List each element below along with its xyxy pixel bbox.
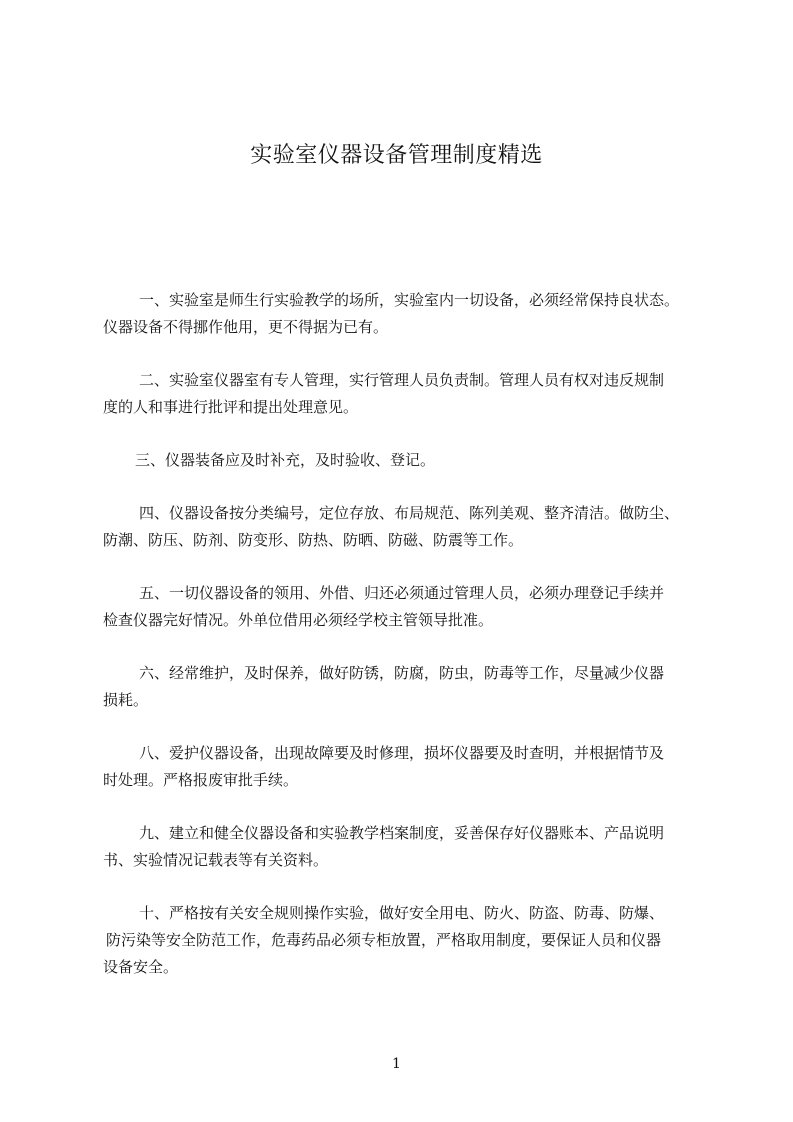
document-title: 实验室仪器设备管理制度精选 — [250, 143, 543, 168]
clause-8 — [103, 740, 703, 794]
clause-3 — [103, 447, 703, 474]
clause-line: 六、经常维护，及时保养，做好防锈，防腐，防虫，防毒等工作，尽量减少仪器 — [139, 664, 665, 682]
clause-line: 九、建立和健全仪器设备和实验教学档案制度，妥善保存好仪器账本、产品说明 — [139, 824, 665, 842]
clause-9 — [103, 820, 703, 874]
clause-line: 四、仪器设备按分类编号，定位存放、布局规范、陈列美观、整齐清洁。做防尘、 — [139, 504, 680, 522]
clause-line: 二、实验室仪器室有专人管理，实行管理人员负责制。管理人员有权对违反规制 — [139, 371, 665, 389]
page-number: 1 — [392, 1056, 401, 1072]
clause-line: 损耗。 — [103, 691, 149, 709]
clause-1 — [103, 287, 703, 341]
clause-line: 检查仪器完好情况。外单位借用必须经学校主管领导批准。 — [103, 611, 494, 629]
clause-10 — [103, 900, 703, 981]
clause-4 — [103, 500, 703, 554]
clause-line: 三、仪器装备应及时补充，及时验收、登记。 — [135, 451, 436, 469]
clause-line: 仪器设备不得挪作他用，更不得据为已有。 — [103, 318, 389, 336]
clause-line: 时处理。严格报废审批手续。 — [103, 771, 299, 789]
clause-line: 度的人和事进行批评和提出处理意见。 — [103, 398, 359, 416]
clause-6 — [103, 660, 703, 714]
clause-2 — [103, 367, 703, 421]
clause-line: 八、爱护仪器设备，出现故障要及时修理，损坏仪器要及时查明，并根据情节及 — [139, 744, 665, 762]
clause-line: 设备安全。 — [103, 958, 179, 976]
clause-line: 防污染等安全防范工作，危毒药品必须专柜放置，严格取用制度，要保证人员和仪器 — [106, 931, 662, 949]
clause-line: 一、实验室是师生行实验教学的场所，实验室内一切设备，必须经常保持良状态。 — [139, 291, 680, 309]
clause-line: 十、严格按有关安全规则操作实验，做好安全用电、防火、防盗、防毒、防爆、 — [139, 904, 665, 922]
clause-line: 防潮、防压、防剂、防变形、防热、防晒、防磁、防震等工作。 — [103, 531, 524, 549]
document-body — [103, 287, 703, 1007]
clause-line: 五、一切仪器设备的领用、外借、归还必须通过管理人员，必须办理登记手续并 — [139, 584, 665, 602]
clause-5 — [103, 580, 703, 634]
clause-line: 书、实验情况记载表等有关资料。 — [103, 851, 329, 869]
